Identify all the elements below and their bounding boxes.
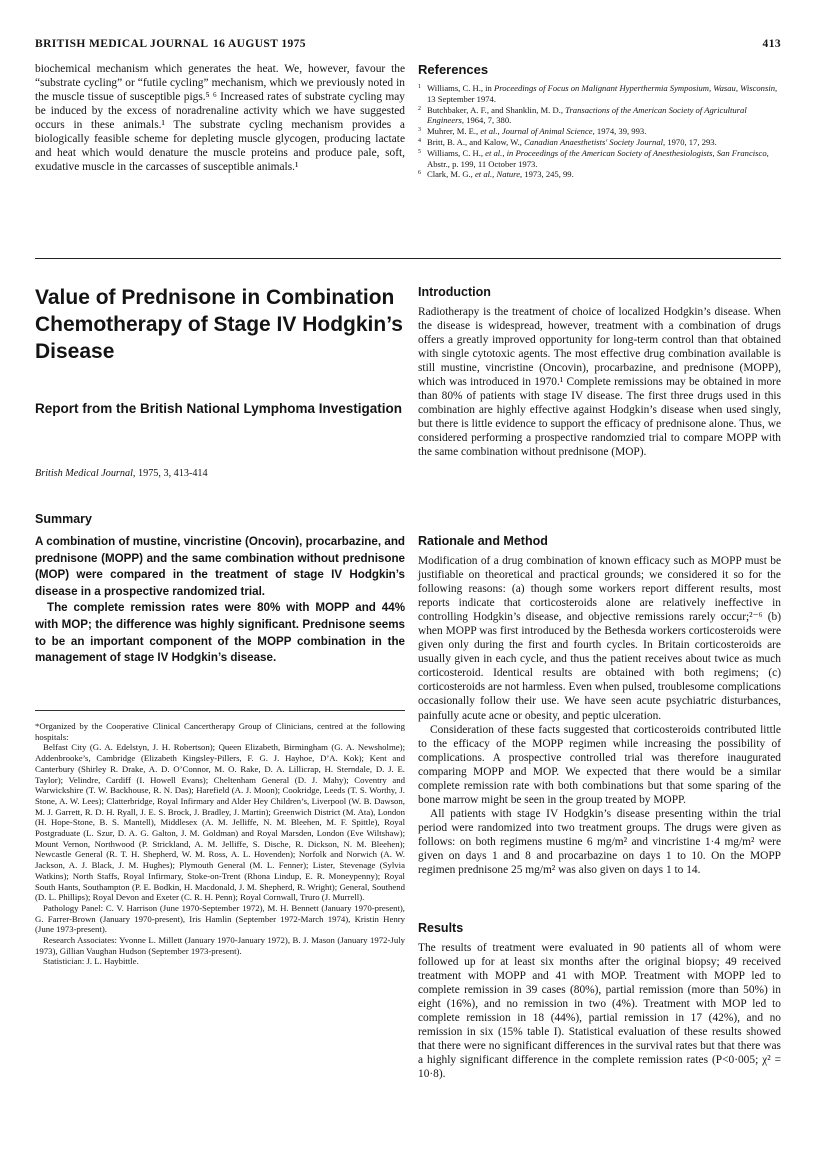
running-header xyxy=(35,38,781,56)
article-title: Value of Prednisone in Combination Chemotherapy of Stage IV Hodgkin’s Disease xyxy=(35,286,403,363)
results-paragraph: The results of treatment were evaluated in 90 patients all of whom were followed up for at least six months after the original biopsy; 49 received treatment with MOPP and 41 with MOP. Treatment with MOPP led to complete remission in 39 cases (80%), partial remission (more than 50%) in eight (16%), and no remission in two (4%). Treatment with MOP led to complete remission in 18 (44%), partial remission in 17 (42%), and no remission in six (15% table I). Statistical evaluation of these results showed that there were no significant differences in the survival rates but that there was a highly significant difference in the complete remission rates (P<0·005; χ² = 10·8). xyxy=(418,942,781,1081)
footnote-hospitals: Belfast City (G. A. Edelstyn, J. H. Robertson); Queen Elizabeth, Birmingham (G. A. Newsholme); Addenbrooke’s, Cambridge (Elizabeth Kingsley-Pillers, F. G. J. Hayhoe, D’A. Kok); Kent and Canterbury (Shirley R. Drake, A. D. O’Connor, M. O. Rake, D. A. Lillicrap, H. Sterndale, D. J. E. Taylor); Velindre, Cardiff (I. Howell Evans); Cheltenham General (D. J. Mahy); Coventry and Warwickshire (T. W. Backhouse, R. N. Das); Harefield (A. J. Moon); Cookridge, Leeds (T. S. Worthy, J. Stone, A. W. Lees); Clatterbridge, Royal Infirmary and Alder Hey Children’s, Liverpool (W. B. Dawson, M. J. Garrett, R. D. H. Ryall, J. E. S. Brock, J. Bradley, J. Martin); Greenwich District (M. Ata), London (H. Hope-Stone, B. S. Mantell), Middlesex (A. M. Jelliffe, N. M. Bleehen, M. F. Spittle), Royal Postgraduate (L. Szur, D. A. G. Galton, J. M. Goldman) and Royal Marsden, London (Eve Wiltshaw); Mount Vernon, Northwood (P. Strickland, A. M. Jelliffe, S. Dische, R. Dickson, N. M. Bleehen); Newcastle General (R. T. H. Shepherd, W. M. Ross, A. L. Hovenden); Norfolk and Norwich (A. W. Jackson, A. J. Black, J. M. Hughes); Plymouth General (M. L. Fenner); Lister, Stevenage (Sylvia Watkins); North Staffs, Royal Infirmary, Stoke-on-Trent (Rhona Lindup, E. R. Moneypenny); Royal South Hants, Southampton (P. E. Bodkin, H. Macdonald, J. M. Shepherd, R. Wright); General, Southend (D. L. Phillips); Royal Devon and Exeter (C. R. H. Penn); Royal Cornwall, Truro (J. Murrell). xyxy=(35,742,405,903)
rationale-paragraph: Modification of a drug combination of known efficacy such as MOPP must be justifiable on theoretical and practical grounds; we considered it so for the following reasons: (a) though some workers report different results, most reports indicate that corticosteroids alone are relatively ineffective in controlling Hodgkin’s disease, and objective remissions rarely occur;²⁻⁶ (b) when MOPP was first introduced by the Bethesda workers corticosteroids were given only during the first and fourth cycles. In Britain corticosteroids are usually given in each cycle, and thus the patient receives about twice as much corticosteroid. Identical results are obtained with both regimens; (c) corticosteroids are not harmless. Even when pulsed, troublesome complications occasionally follow their use. We have seen acute psychiatric disturbances, painfully acute acne or obesity, and peptic ulceration. xyxy=(418,555,781,722)
summary-body xyxy=(35,534,405,667)
article-citation: British Medical Journal, 1975, 3, 413-414 xyxy=(35,468,208,479)
reference-item: 2 Butchbaker, A. F., and Shanklin, M. D., Transactions of the American Society of Agricultural Engineers, 1964, 7, 380. xyxy=(418,104,747,126)
results-body xyxy=(418,941,781,1081)
reference-item: 6 Clark, M. G., et al., Nature, 1973, 245, 99. xyxy=(418,169,574,180)
introduction-paragraph: Radiotherapy is the treatment of choice of localized Hodgkin’s disease. When the disease is widespread, however, treatment with a combination of drugs offers a greatly improved opportunity for long-term control than that obtained with single cytotoxic agents. The most effective drug combination available is still mustine, vincristine (Oncovin), procarbazine, and prednisone (MOPP), which was introduced in 1970.¹ Complete remissions may be obtained in more than 80% of patients with stage IV disease. The first three drugs used in this combination are highly effective against Hodgkin’s disease when used singly, but there is little evidence to support the efficacy of prednisone alone. Thus, we considered performing a prospective randomzied trial to compare MOPP with the same combination without prednisone (MOP). xyxy=(418,306,781,459)
footnote-divider xyxy=(35,710,405,711)
reference-item: 3 Muhrer, M. E., et al., Journal of Animal Science, 1974, 39, 993. xyxy=(418,126,647,137)
journal-name: BRITISH MEDICAL JOURNAL xyxy=(35,38,209,50)
footnote-block xyxy=(35,721,405,967)
issue-date: 16 AUGUST 1975 xyxy=(213,38,306,50)
reference-item: 4 Britt, B. A., and Kalow, W., Canadian Anaesthetists' Society Journal, 1970, 17, 293. xyxy=(418,136,717,147)
rationale-body xyxy=(418,554,781,877)
references-section xyxy=(418,62,781,180)
summary-paragraph: The complete remission rates were 80% with MOPP and 44% with MOP; the difference was highly significant. Prednisone seems to be an important component of the MOPP combination in the management of stage IV Hodgkin’s disease. xyxy=(35,601,405,665)
footnote-research: Research Associates: Yvonne L. Millett (January 1970-January 1972), B. J. Mason (January 1972-July 1973), Gillian Vaughan Hudson (September 1973-present). xyxy=(35,935,405,956)
article-subtitle: Report from the British National Lymphoma Investigation xyxy=(35,401,403,416)
continued-text xyxy=(35,62,405,174)
references-list xyxy=(418,83,781,180)
summary-paragraph: A combination of mustine, vincristine (Oncovin), procarbazine, and prednisone (MOPP) and the same combination without prednisone (MOP) were compared in the treatment of stage IV Hodgkin’s disease in a prospective randomized trial. xyxy=(35,535,405,598)
introduction-heading: Introduction xyxy=(418,285,491,299)
rationale-heading: Rationale and Method xyxy=(418,534,548,548)
introduction-body xyxy=(418,305,781,460)
results-section xyxy=(418,921,781,1081)
section-divider xyxy=(35,258,781,259)
results-heading: Results xyxy=(418,921,464,935)
summary-section xyxy=(35,512,405,667)
rationale-paragraph: Consideration of these facts suggested that corticosteroids contributed little to the efficacy of the MOPP regimen while increasing the possibility of complications. A prospective controlled trial was therefore inaugurated comparing MOPP and MOP. We expected that there would be a similar complete remission rate with both combinations but that some sparing of the bone marrow might be seen in the group treated by MOPP. xyxy=(418,723,781,806)
references-heading: References xyxy=(418,62,489,77)
rationale-paragraph: All patients with stage IV Hodgkin’s disease presenting within the trial period were randomized into two treatment groups. The drugs were given as follows: on both regimens mustine 6 mg/m² and vincristine 1·4 mg/m² were given on days 1 and 8 and procarbazine on days 1 to 10. On the MOPP regimen prednisone 25 mg/m² was also given on days 1 to 14. xyxy=(418,807,781,877)
continued-paragraph: biochemical mechanism which generates the heat. We, however, favour the “substrate cycling” or “futile cycling” mechanism, which we previously noted in the muscle tissue of susceptible pigs.⁵ ⁶ Increased rates of substrate cycling may be induced by the excess of noradrenaline activity which we have suggested occurs in these animals.¹ The substrate cycling mechanism provides a biologically feasible scheme for depleting muscle glycogen, producing lactate and heat which would denature the muscle proteins and produce pale, soft, exudative muscle in the carcasses of susceptible animals.¹ xyxy=(35,63,405,174)
rationale-section xyxy=(418,534,781,877)
page-number: 413 xyxy=(762,38,781,50)
footnote-statistician: Statistician: J. L. Haybittle. xyxy=(43,956,139,967)
footnote-pathology: Pathology Panel: C. V. Harrison (June 1970-September 1972), M. H. Bennett (January 1970-present), G. Farrer-Brown (January 1970-present), Iris Hamlin (September 1972-March 1974), Kristin Henry (June 1973-present). xyxy=(35,902,405,935)
reference-item: 5 Williams, C. H., et al., in Proceedings of the American Society of Anesthesiologists, San Francisco, Abstr., p. 199, 11 October 1973. xyxy=(418,147,769,169)
summary-heading: Summary xyxy=(35,512,92,526)
reference-item: 1 Williams, C. H., in Proceedings of Focus on Malignant Hyperthermia Symposium, Wasau, Wisconsin, 13 September 1974. xyxy=(418,83,778,104)
footnote-organized: *Organized by the Cooperative Clinical Cancertherapy Group of Clinicians, centred at the following hospitals: xyxy=(35,721,405,742)
introduction-section xyxy=(418,285,781,460)
